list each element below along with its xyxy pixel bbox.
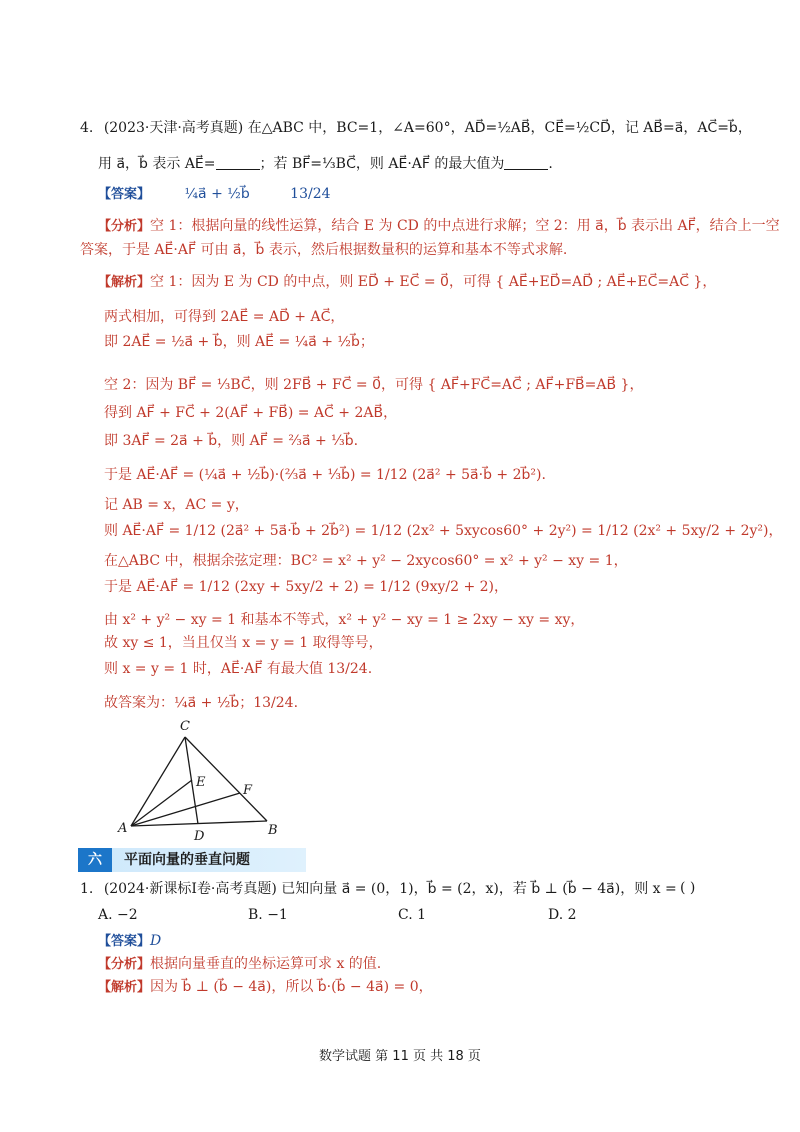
solution-line	[104, 552, 628, 570]
analysis-label: 【分析】	[98, 957, 151, 972]
label-a: A	[118, 821, 128, 836]
solution-line	[98, 273, 716, 292]
question-4-line2	[98, 155, 553, 173]
question-number: 4.	[80, 120, 94, 136]
solution-line	[104, 333, 374, 351]
answer-label: 【答案】	[98, 934, 151, 949]
solution-text: 在△ABC 中，根据余弦定理：BC² = x² + y² − 2xycos60° = x² + y² − xy = 1，	[104, 553, 628, 569]
solution-line	[104, 611, 584, 629]
answer-value-2: 13/24	[290, 186, 331, 202]
solution-text: 故答案为：¼a⃗ + ½b⃗；13/24.	[104, 695, 299, 711]
question-number: 1.	[80, 881, 94, 897]
q1-answer-row	[98, 932, 161, 951]
option-a: A. −2	[98, 907, 138, 923]
solution-text: 于是 AE⃗·AF⃗ = (¼a⃗ + ½b⃗)·(⅔a⃗ + ⅓b⃗) = 1/12 (2a⃗² + 5a⃗·b⃗ + 2b⃗²).	[104, 467, 546, 483]
question-text: (2023·天津·高考真题) 在△ABC 中，BC=1，∠A=60°，AD⃗=½AB⃗，CE⃗=½CD⃗，记 AB⃗=a⃗，AC⃗=b⃗，	[103, 120, 752, 136]
analysis-line2	[80, 241, 567, 259]
option-c: C. 1	[398, 907, 427, 923]
answer-value-1: ¼a⃗ + ½b⃗	[184, 186, 250, 202]
page-footer: 数学试题 第 11 页 共 18 页	[319, 1049, 481, 1064]
label-b: B	[268, 823, 278, 838]
solution-line	[104, 694, 298, 712]
solution-text: 空 2：因为 BF⃗ = ⅓BC⃗，则 2FB⃗ + FC⃗ = 0⃗，可得 { AF⃗+FC⃗=AC⃗ ; AF⃗+FB⃗=AB⃗ }，	[104, 377, 644, 393]
label-c: C	[180, 719, 190, 734]
segment-ae	[131, 780, 192, 826]
triangle-figure	[112, 714, 292, 844]
option-b: B. −1	[248, 907, 288, 923]
solution-text: 得到 AF⃗ + FC⃗ + 2(AF⃗ + FB⃗) = AC⃗ + 2AB⃗，	[104, 405, 398, 421]
analysis-text: 空 1：根据向量的线性运算，结合 E 为 CD 的中点进行求解；空 2：用 a⃗，b⃗ 表示出 AF⃗，结合上一空	[150, 218, 780, 234]
solution-line	[104, 432, 358, 450]
question-4-line1	[80, 119, 752, 137]
answer-blank-1	[216, 155, 260, 170]
solution-text: 因为 b⃗ ⊥ (b⃗ − 4a⃗)，所以 b⃗·(b⃗ − 4a⃗) = 0，	[150, 979, 433, 995]
solution-text: 即 3AF⃗ = 2a⃗ + b⃗，则 AF⃗ = ⅔a⃗ + ⅓b⃗.	[104, 433, 359, 449]
label-f: F	[243, 783, 253, 798]
answer-blank-2	[504, 155, 548, 170]
solution-line	[104, 404, 397, 422]
solution-label: 【解析】	[98, 980, 151, 995]
question-text: (2024·新课标Ⅰ卷·高考真题) 已知向量 a⃗ = (0，1)，b⃗ = (2，x)，若 b⃗ ⊥ (b⃗ − 4a⃗)，则 x =	[103, 881, 677, 897]
solution-line	[104, 466, 546, 484]
solution-text: 即 2AE⃗ = ½a⃗ + b⃗，则 AE⃗ = ¼a⃗ + ½b⃗；	[104, 334, 374, 350]
solution-line	[104, 634, 383, 652]
solution-text: 于是 AE⃗·AF⃗ = 1/12 (2xy + 5xy/2 + 2) = 1/12 (9xy/2 + 2)，	[104, 579, 508, 595]
q1-analysis-row	[98, 955, 381, 974]
solution-line	[104, 578, 508, 596]
q1-solution-row	[98, 978, 433, 997]
answer-label: 【答案】	[98, 187, 151, 202]
label-e: E	[196, 775, 206, 790]
solution-line	[104, 308, 344, 326]
label-d: D	[194, 829, 205, 844]
solution-line	[104, 660, 372, 678]
answer-paren: ( )	[680, 880, 696, 896]
solution-text: 故 xy ≤ 1，当且仅当 x = y = 1 取得等号，	[104, 635, 383, 651]
analysis-label: 【分析】	[98, 219, 151, 234]
question-1	[80, 880, 677, 898]
solution-text: 则 AE⃗·AF⃗ = 1/12 (2a⃗² + 5a⃗·b⃗ + 2b⃗²) = 1/12 (2x² + 5xycos60° + 2y²) = 1/12 (2x² + 5xy/2 + 2y²)，	[104, 523, 783, 539]
solution-text: 由 x² + y² − xy = 1 和基本不等式，x² + y² − xy = 1 ≥ 2xy − xy = xy，	[104, 612, 585, 628]
option-d: D. 2	[548, 907, 577, 923]
analysis-line1	[98, 217, 780, 236]
solution-line	[104, 522, 782, 540]
solution-text: 空 1：因为 E 为 CD 的中点，则 ED⃗ + EC⃗ = 0⃗，可得 { AE⃗+ED⃗=AD⃗ ; AE⃗+EC⃗=AC⃗ }，	[150, 274, 717, 290]
analysis-text: 根据向量垂直的坐标运算可求 x 的值.	[150, 956, 382, 972]
answer-value: D	[150, 933, 162, 949]
solution-text: 则 x = y = 1 时，AE⃗·AF⃗ 有最大值 13/24.	[104, 661, 373, 677]
answer-row	[98, 185, 331, 204]
question-text-part: 用 a⃗，b⃗ 表示 AE⃗=	[98, 156, 216, 172]
solution-label: 【解析】	[98, 275, 151, 290]
segment-ab	[131, 821, 267, 826]
solution-line	[104, 376, 643, 394]
question-text-part: .	[548, 156, 553, 172]
question-text-part: ；若 BF⃗=⅓BC⃗，则 AE⃗·AF⃗ 的最大值为	[259, 156, 505, 172]
section-number: 六	[78, 848, 112, 872]
analysis-text: 答案，于是 AE⃗·AF⃗ 可由 a⃗，b⃗ 表示，然后根据数量积的运算和基本不等式求解.	[80, 242, 568, 258]
solution-text: 记 AB = x，AC = y，	[104, 497, 249, 513]
section-title: 平面向量的垂直问题	[124, 852, 250, 868]
solution-line	[104, 496, 249, 514]
solution-text: 两式相加，可得到 2AE⃗ = AD⃗ + AC⃗，	[104, 309, 345, 325]
